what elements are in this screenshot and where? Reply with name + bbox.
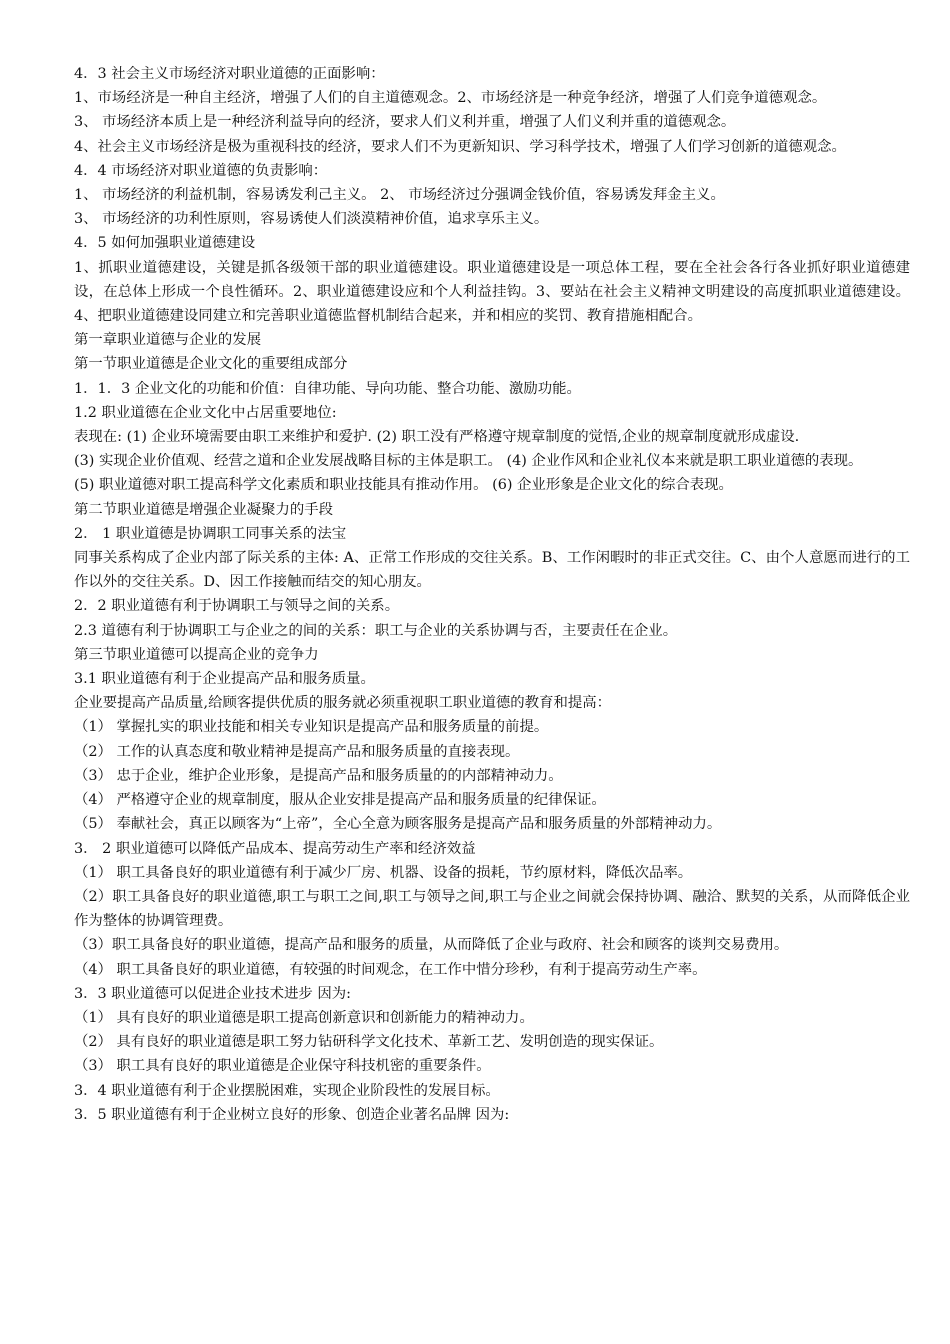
paragraph: 1、市场经济是一种自主经济，增强了人们的自主道德观念。2、市场经济是一种竞争经济，增强了人们竞争道德观念。 (74, 90, 827, 107)
section-heading: 第二节职业道德是增强企业凝聚力的手段 (74, 501, 334, 518)
list-item: （1） 掌握扎实的职业技能和相关专业知识是提高产品和服务质量的前提。 (74, 719, 549, 736)
paragraph: (3) 实现企业价值观、经营之道和企业发展战略目标的主体是职工。 (4) 企业作风和企业礼仪本来就是职工职业道德的表现。 (74, 453, 863, 470)
list-item: （3）职工具备良好的职业道德，提高产品和服务的质量，从而降低了企业与政府、社会和顾客的谈判交易费用。 (74, 937, 789, 954)
paragraph: 3、 市场经济本质上是一种经济利益导向的经济，要求人们义利并重，增强了人们义利并重的道德观念。 (74, 114, 736, 131)
section-heading: 4．5 如何加强职业道德建设 (74, 235, 256, 252)
section-heading: 3.1 职业道德有利于企业提高产品和服务质量。 (74, 671, 375, 688)
list-item: （1） 职工具备良好的职业道德有利于减少厂房、机器、设备的损耗，节约原材料，降低次品率。 (74, 864, 693, 881)
paragraph: 表现在: (1) 企业环境需要由职工来维护和爱护. (2) 职工没有严格遵守规章制度的觉悟,企业的规章制度就形成虚设. (74, 429, 800, 446)
section-heading: 3．3 职业道德可以促进企业技术进步 因为: (74, 985, 351, 1002)
section-heading: 2．2 职业道德有利于协调职工与领导之间的关系。 (74, 598, 400, 615)
list-item: （2） 工作的认真态度和敬业精神是提高产品和服务质量的直接表现。 (74, 743, 520, 760)
list-item: （2）职工具备良好的职业道德,职工与职工之间,职工与领导之间,职工与企业之间就会保持协调、融洽、默契的关系，从而降低企业作为整体的协调管理费。 (74, 888, 910, 930)
paragraph: 3、 市场经济的功利性原则，容易诱使人们淡漠精神价值，追求享乐主义。 (74, 211, 549, 228)
section-heading: 1.2 职业道德在企业文化中占居重要地位: (74, 404, 337, 421)
list-item: （1） 具有良好的职业道德是职工提高创新意识和创新能力的精神动力。 (74, 1009, 534, 1026)
section-heading: 4．3 社会主义市场经济对职业道德的正面影响： (74, 66, 385, 82)
paragraph: 4、社会主义市场经济是极为重视科技的经济，要求人们不为更新知识、学习科学技术，增强了人们学习创新的道德观念。 (74, 138, 846, 155)
paragraph: 1、 市场经济的利益机制，容易诱发利己主义。 2、 市场经济过分强调金钱价值，容易诱发拜金主义。 (74, 187, 725, 204)
section-heading: 2． 1 职业道德是协调职工同事关系的法宝 (74, 525, 347, 542)
list-item: （4） 严格遵守企业的规章制度，服从企业安排是提高产品和服务质量的纪律保证。 (74, 792, 606, 809)
section-heading: 第一节职业道德是企业文化的重要组成部分 (74, 356, 348, 373)
section-heading: 3． 2 职业道德可以降低产品成本、提高劳动生产率和经济效益 (74, 840, 476, 857)
paragraph: 同事关系构成了企业内部了际关系的主体: A、正常工作形成的交往关系。B、工作闲暇时的非正式交往。C、由个人意愿而进行的工作以外的交往关系。D、因工作接触而结交的知心朋友。 (74, 550, 910, 591)
list-item: （3） 职工具有良好的职业道德是企业保守科技机密的重要条件。 (74, 1058, 491, 1075)
list-item: （3） 忠于企业，维护企业形象，是提高产品和服务质量的的内部精神动力。 (74, 767, 563, 784)
document-body (74, 62, 910, 1127)
section-heading: 第三节职业道德可以提高企业的竞争力 (74, 646, 319, 663)
list-item: （4） 职工具备良好的职业道德，有较强的时间观念，在工作中惜分珍秒，有利于提高劳动生产率。 (74, 961, 707, 978)
section-heading: 4．4 市场经济对职业道德的负责影响： (74, 162, 328, 179)
list-item: （5） 奉献社会，真正以顾客为“上帝”，全心全意为顾客服务是提高产品和服务质量的外部精神动力。 (74, 816, 722, 833)
paragraph: (5) 职业道德对职工提高科学文化素质和职业技能具有推动作用。 (6) 企业形象是企业文化的综合表现。 (74, 477, 733, 494)
list-item: （2） 具有良好的职业道德是职工努力钻研科学文化技术、革新工艺、发明创造的现实保证。 (74, 1034, 664, 1051)
paragraph: 企业要提高产品质量,给顾客提供优质的服务就必须重视职工职业道德的教育和提高： (74, 695, 612, 712)
section-heading: 3．4 职业道德有利于企业摆脱困难，实现企业阶段性的发展目标。 (74, 1082, 500, 1099)
paragraph: 1．1．3 企业文化的功能和价值：自律功能、导向功能、整合功能、激励功能。 (74, 380, 581, 397)
paragraph: 2.3 道德有利于协调职工与企业之的间的关系：职工与企业的关系协调与否，主要责任在企业。 (74, 622, 678, 639)
paragraph: 1、抓职业道德建设，关键是抓各级领干部的职业道德建设。职业道德建设是一项总体工程，要在全社会各行各业抓好职业道德建设，在总体上形成一个良性循环。2、职业道德建设应和个人利益挂钩。3、要站在社会主义精神文明建设的高度抓职业道德建设。4、把职业道德建设同建立和完善职业道德监督机制结合起来，并和相应的奖罚、教育措施相配合。 (74, 259, 910, 325)
chapter-heading: 第一章职业道德与企业的发展 (74, 332, 262, 349)
section-heading: 3．5 职业道德有利于企业树立良好的形象、创造企业著名品牌 因为: (74, 1106, 510, 1123)
